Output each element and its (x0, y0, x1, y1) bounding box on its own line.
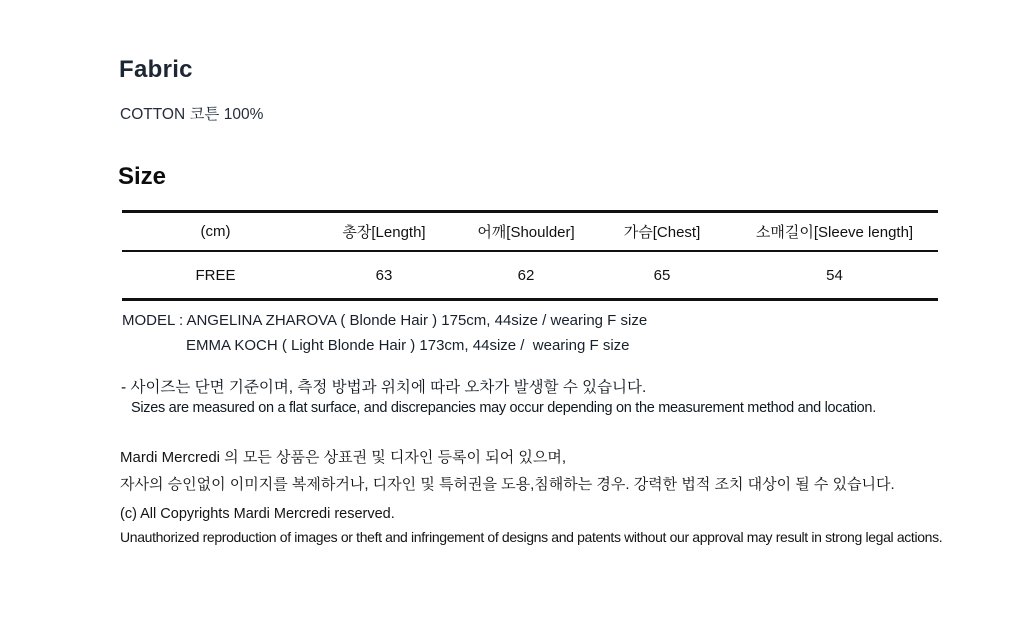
measurement-note-english: Sizes are measured on a flat surface, and discrepancies may occur depending on the measurement method and location. (131, 400, 876, 416)
size-table-header-sleeve: 소매길이[Sleeve length] (755, 224, 914, 241)
size-table-header-unit: (cm) (200, 223, 231, 240)
copyright-notice: (c) All Copyrights Mardi Mercredi reserved. (120, 506, 395, 522)
measurement-note-korean: - 사이즈는 단면 기준이며, 측정 방법과 위치에 따라 오차가 발생할 수 있습니다. (121, 379, 647, 396)
size-cell-length: 63 (375, 266, 393, 284)
size-cell-sleeve: 54 (826, 266, 843, 284)
trademark-notice-korean-line-1: Mardi Mercredi 의 모든 상품은 상표권 및 디자인 등록이 되어 있으며, (120, 449, 566, 466)
trademark-notice-korean-line-2: 자사의 승인없이 이미지를 복제하거나, 디자인 및 특허권을 도용,침해하는 경우. 강력한 법적 조치 대상이 될 수 있습니다. (120, 476, 895, 493)
model-info-line-2: EMMA KOCH ( Light Blonde Hair ) 173cm, 44size / wearing F size (186, 337, 630, 354)
size-section-heading: Size (118, 163, 167, 190)
size-table-row-free (122, 251, 938, 300)
size-table-header-shoulder: 어깨[Shoulder] (477, 224, 575, 241)
fabric-composition-text: COTTON 코튼 100% (120, 106, 264, 123)
size-measurement-table (122, 210, 938, 301)
size-cell-shoulder: 62 (517, 266, 535, 284)
size-table-header-chest: 가슴[Chest] (623, 224, 701, 241)
legal-warning-english: Unauthorized reproduction of images or theft and infringement of designs and patents without our approval may result in strong legal actions. (120, 529, 943, 545)
size-cell-chest: 65 (653, 266, 671, 284)
fabric-section-heading: Fabric (119, 56, 193, 83)
size-cell-size-name: FREE (195, 266, 236, 284)
size-table-header-length: 총장[Length] (342, 224, 426, 241)
size-table-header-row (122, 212, 938, 252)
model-info-line-1: MODEL : ANGELINA ZHAROVA ( Blonde Hair ) 175cm, 44size / wearing F size (122, 312, 648, 329)
